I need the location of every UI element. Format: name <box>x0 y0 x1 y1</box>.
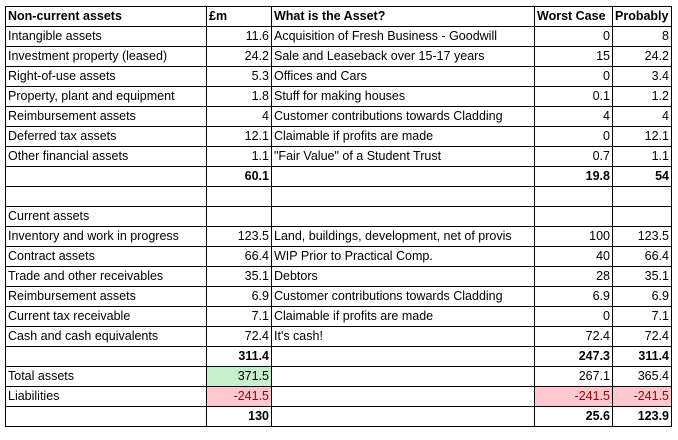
value-cell[interactable]: 130 <box>207 407 272 427</box>
worst-cell[interactable]: 0 <box>535 27 613 47</box>
probably-cell[interactable]: 8 <box>613 27 672 47</box>
label-cell[interactable]: Total assets <box>6 367 207 387</box>
table-row <box>6 387 672 407</box>
value-cell[interactable]: 6.9 <box>207 287 272 307</box>
worst-cell[interactable]: 0 <box>535 127 613 147</box>
value-cell[interactable] <box>207 207 272 227</box>
desc-cell[interactable] <box>272 367 535 387</box>
table-row <box>6 247 672 267</box>
worst-cell[interactable]: 0.1 <box>535 87 613 107</box>
desc-cell[interactable]: Customer contributions towards Cladding <box>272 287 535 307</box>
probably-cell[interactable]: 4 <box>613 107 672 127</box>
worst-cell[interactable] <box>535 207 613 227</box>
header-row <box>6 7 672 27</box>
value-cell[interactable]: 66.4 <box>207 247 272 267</box>
label-cell[interactable] <box>6 347 207 367</box>
label-cell[interactable]: Inventory and work in progress <box>6 227 207 247</box>
worst-cell[interactable]: 4 <box>535 107 613 127</box>
table-row <box>6 47 672 67</box>
label-cell[interactable]: Other financial assets <box>6 147 207 167</box>
value-cell[interactable]: 72.4 <box>207 327 272 347</box>
worst-cell[interactable]: 72.4 <box>535 327 613 347</box>
value-cell[interactable] <box>207 187 272 207</box>
desc-cell[interactable]: Debtors <box>272 267 535 287</box>
worst-cell[interactable]: 40 <box>535 247 613 267</box>
value-cell[interactable]: 1.1 <box>207 147 272 167</box>
table-row <box>6 207 672 227</box>
desc-cell[interactable]: Customer contributions towards Cladding <box>272 107 535 127</box>
desc-cell[interactable] <box>272 387 535 407</box>
table-row <box>6 347 672 367</box>
worst-cell[interactable]: 28 <box>535 267 613 287</box>
label-cell[interactable] <box>6 407 207 427</box>
label-cell[interactable]: Reimbursement assets <box>6 287 207 307</box>
worst-cell[interactable]: 0.7 <box>535 147 613 167</box>
table-row <box>6 227 672 247</box>
header-cell-label[interactable]: Non-current assets <box>6 7 207 27</box>
worst-cell[interactable] <box>535 187 613 207</box>
desc-cell[interactable]: Stuff for making houses <box>272 87 535 107</box>
probably-cell[interactable]: 66.4 <box>613 247 672 267</box>
spreadsheet-table <box>5 6 672 427</box>
value-cell[interactable]: 1.8 <box>207 87 272 107</box>
value-cell[interactable]: 11.6 <box>207 27 272 47</box>
table-row <box>6 147 672 167</box>
probably-cell[interactable]: 365.4 <box>613 367 672 387</box>
probably-cell[interactable]: 7.1 <box>613 307 672 327</box>
table-row <box>6 187 672 207</box>
label-cell[interactable]: Deferred tax assets <box>6 127 207 147</box>
label-cell[interactable] <box>6 167 207 187</box>
label-cell[interactable]: Trade and other receivables <box>6 267 207 287</box>
label-cell[interactable]: Property, plant and equipment <box>6 87 207 107</box>
probably-cell[interactable] <box>613 207 672 227</box>
header-cell-worst[interactable]: Worst Case <box>535 7 613 27</box>
desc-cell[interactable]: It's cash! <box>272 327 535 347</box>
header-cell-probably[interactable]: Probably <box>613 7 672 27</box>
probably-cell[interactable]: 54 <box>613 167 672 187</box>
table-row <box>6 127 672 147</box>
label-cell[interactable]: Intangible assets <box>6 27 207 47</box>
value-cell[interactable]: 123.5 <box>207 227 272 247</box>
value-cell[interactable]: 5.3 <box>207 67 272 87</box>
value-cell[interactable]: 35.1 <box>207 267 272 287</box>
label-cell[interactable]: Current assets <box>6 207 207 227</box>
probably-cell[interactable]: 123.9 <box>613 407 672 427</box>
probably-cell[interactable]: 35.1 <box>613 267 672 287</box>
value-cell[interactable]: 7.1 <box>207 307 272 327</box>
probably-cell[interactable]: 24.2 <box>613 47 672 67</box>
header-cell-value[interactable]: £m <box>207 7 272 27</box>
worst-cell[interactable]: 15 <box>535 47 613 67</box>
worst-cell[interactable]: 25.6 <box>535 407 613 427</box>
table-row <box>6 27 672 47</box>
table-row <box>6 267 672 287</box>
label-cell[interactable]: Right-of-use assets <box>6 67 207 87</box>
probably-cell[interactable]: 123.5 <box>613 227 672 247</box>
worst-cell[interactable]: 19.8 <box>535 167 613 187</box>
worst-cell[interactable]: 247.3 <box>535 347 613 367</box>
probably-cell[interactable]: 1.1 <box>613 147 672 167</box>
table-row <box>6 87 672 107</box>
label-cell[interactable]: Investment property (leased) <box>6 47 207 67</box>
desc-cell[interactable]: Land, buildings, development, net of provis <box>272 227 535 247</box>
probably-cell[interactable]: -241.5 <box>613 387 672 407</box>
probably-cell[interactable]: 72.4 <box>613 327 672 347</box>
desc-cell[interactable]: Claimable if profits are made <box>272 307 535 327</box>
label-cell[interactable]: Current tax receivable <box>6 307 207 327</box>
label-cell[interactable]: Cash and cash equivalents <box>6 327 207 347</box>
worst-cell[interactable]: 100 <box>535 227 613 247</box>
desc-cell[interactable]: Acquisition of Fresh Business - Goodwill <box>272 27 535 47</box>
desc-cell[interactable] <box>272 407 535 427</box>
table-row <box>6 107 672 127</box>
table-row <box>6 67 672 87</box>
probably-cell[interactable]: 1.2 <box>613 87 672 107</box>
worst-cell[interactable]: -241.5 <box>535 387 613 407</box>
value-cell[interactable]: 311.4 <box>207 347 272 367</box>
table-body <box>6 27 672 427</box>
desc-cell[interactable]: Sale and Leaseback over 15-17 years <box>272 47 535 67</box>
value-cell[interactable]: 12.1 <box>207 127 272 147</box>
probably-cell[interactable]: 311.4 <box>613 347 672 367</box>
desc-cell[interactable] <box>272 347 535 367</box>
value-cell[interactable]: 60.1 <box>207 167 272 187</box>
table-row <box>6 287 672 307</box>
table-row <box>6 407 672 427</box>
worst-cell[interactable]: 6.9 <box>535 287 613 307</box>
desc-cell[interactable]: WIP Prior to Practical Comp. <box>272 247 535 267</box>
probably-cell[interactable] <box>613 187 672 207</box>
desc-cell[interactable] <box>272 187 535 207</box>
worst-cell[interactable]: 267.1 <box>535 367 613 387</box>
worst-cell[interactable]: 0 <box>535 307 613 327</box>
label-cell[interactable]: Liabilities <box>6 387 207 407</box>
label-cell[interactable]: Contract assets <box>6 247 207 267</box>
desc-cell[interactable]: Claimable if profits are made <box>272 127 535 147</box>
table-row <box>6 327 672 347</box>
desc-cell[interactable]: "Fair Value" of a Student Trust <box>272 147 535 167</box>
table-row <box>6 367 672 387</box>
value-cell[interactable]: -241.5 <box>207 387 272 407</box>
value-cell[interactable]: 4 <box>207 107 272 127</box>
value-cell[interactable]: 24.2 <box>207 47 272 67</box>
probably-cell[interactable]: 12.1 <box>613 127 672 147</box>
table-row <box>6 307 672 327</box>
probably-cell[interactable]: 6.9 <box>613 287 672 307</box>
header-cell-desc[interactable]: What is the Asset? <box>272 7 535 27</box>
desc-cell[interactable] <box>272 207 535 227</box>
worst-cell[interactable]: 0 <box>535 67 613 87</box>
probably-cell[interactable]: 3.4 <box>613 67 672 87</box>
table-row <box>6 167 672 187</box>
label-cell[interactable]: Reimbursement assets <box>6 107 207 127</box>
desc-cell[interactable] <box>272 167 535 187</box>
label-cell[interactable] <box>6 187 207 207</box>
desc-cell[interactable]: Offices and Cars <box>272 67 535 87</box>
value-cell[interactable]: 371.5 <box>207 367 272 387</box>
